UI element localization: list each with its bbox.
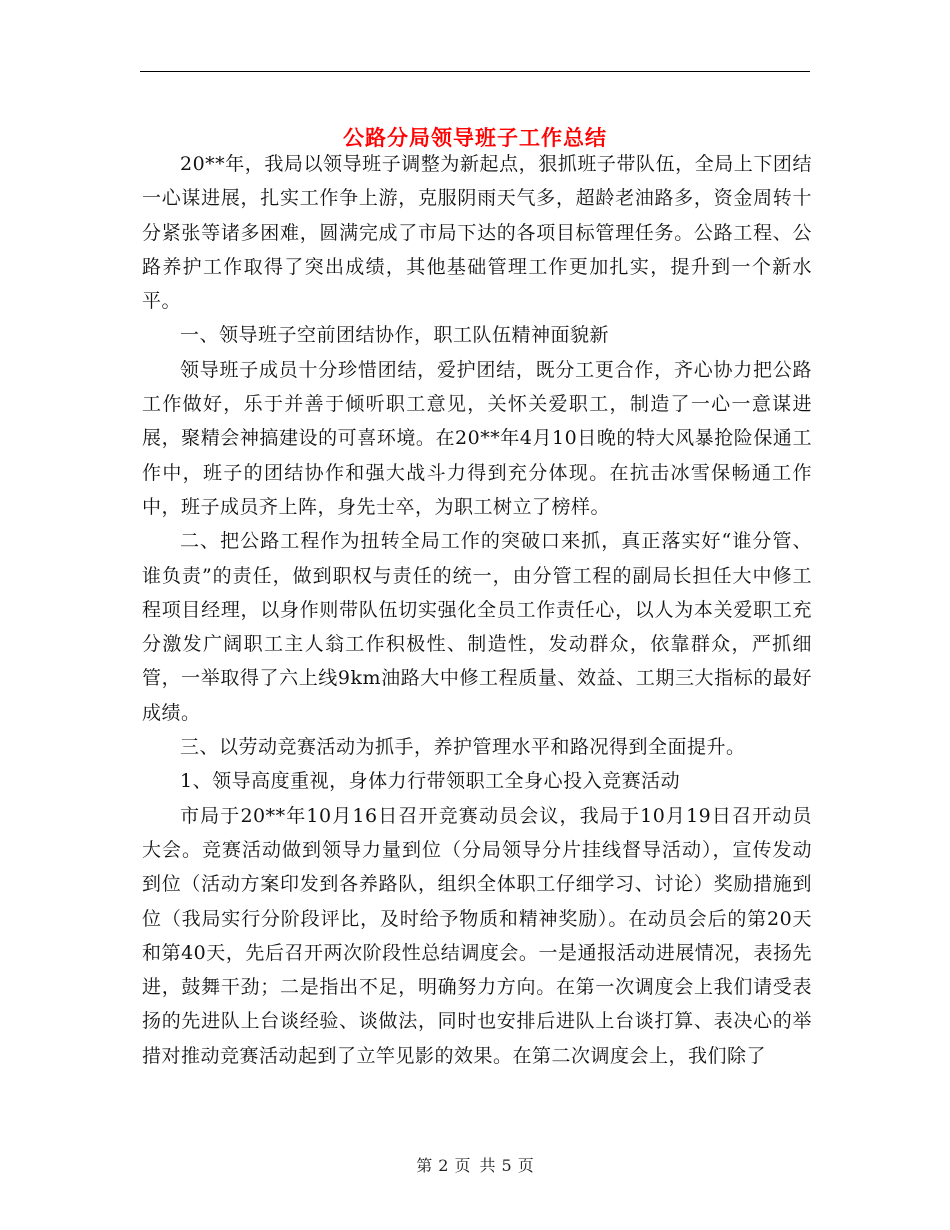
header-rule [140, 71, 810, 72]
paragraph-section-3-1: 市局于20**年10月16日召开竞赛动员会议，我局于10月19日召开动员大会。竞赛活动做到领导力量到位（分局领导分片挂线督导活动），宣传发动到位（活动方案印发到各养路队，组织全体职工仔细学习、讨论）奖励措施到位（我局实行分阶段评比，及时给予物质和精神奖励）。在动员会后的第20天和第40天，先后召开两次阶段性总结调度会。一是通报活动进展情况，表扬先进，鼓舞干劲；二是指出不足，明确努力方向。在第一次调度会上我们请受表扬的先进队上台谈经验、谈做法，同时也安排后进队上台谈打算、表决心的举措对推动竞赛活动起到了立竿见影的效果。在第二次调度会上，我们除了 [142, 804, 812, 1067]
page-footer [0, 1153, 950, 1176]
paragraph-intro: 20**年，我局以领导班子调整为新起点，狠抓班子带队伍，全局上下团结一心谋进展，扎实工作争上游，克服阴雨天气多，超龄老油路多，资金周转十分紧张等诸多困难，圆满完成了市局下达的各项目标管理任务。公路工程、公路养护工作取得了突出成绩，其他基础管理工作更加扎实，提升到一个新水平。 [142, 153, 812, 313]
footer-mid: 页 共 [454, 1156, 496, 1175]
footer-suffix: 页 [517, 1156, 534, 1175]
footer-prefix: 第 [416, 1156, 433, 1175]
document-body [142, 147, 812, 1073]
total-page-number: 5 [501, 1156, 512, 1175]
document-title: 公路分局领导班子工作总结 [343, 125, 607, 151]
section-heading-1: 一、领导班子空前团结协作，职工队伍精神面貌新 [180, 324, 610, 347]
section-heading-3: 三、以劳动竞赛活动为抓手，养护管理水平和路况得到全面提升。 [180, 736, 746, 759]
current-page-number: 2 [438, 1156, 449, 1175]
subsection-heading-3-1: 1、领导高度重视，身体力行带领职工全身心投入竞赛活动 [180, 770, 681, 793]
paragraph-section-2: 二、把公路工程作为扭转全局工作的突破口来抓，真正落实好“谁分管、谁负责”的责任，做到职权与责任的统一，由分管工程的副局长担任大中修工程项目经理，以身作则带队伍切实强化全员工作责任心，以人为本关爱职工充分激发广阔职工主人翁工作积极性、制造性，发动群众，依靠群众，严抓细管，一举取得了六上线9km油路大中修工程质量、效益、工期三大指标的最好成绩。 [142, 530, 812, 724]
paragraph-section-1: 领导班子成员十分珍惜团结，爱护团结，既分工更合作，齐心协力把公路工作做好，乐于并善于倾听职工意见，关怀关爱职工，制造了一心一意谋进展，聚精会神搞建设的可喜环境。在20**年4月10日晚的特大风暴抢险保通工作中，班子的团结协作和强大战斗力得到充分体现。在抗击冰雪保畅通工作中，班子成员齐上阵，身先士卒，为职工树立了榜样。 [142, 358, 812, 518]
